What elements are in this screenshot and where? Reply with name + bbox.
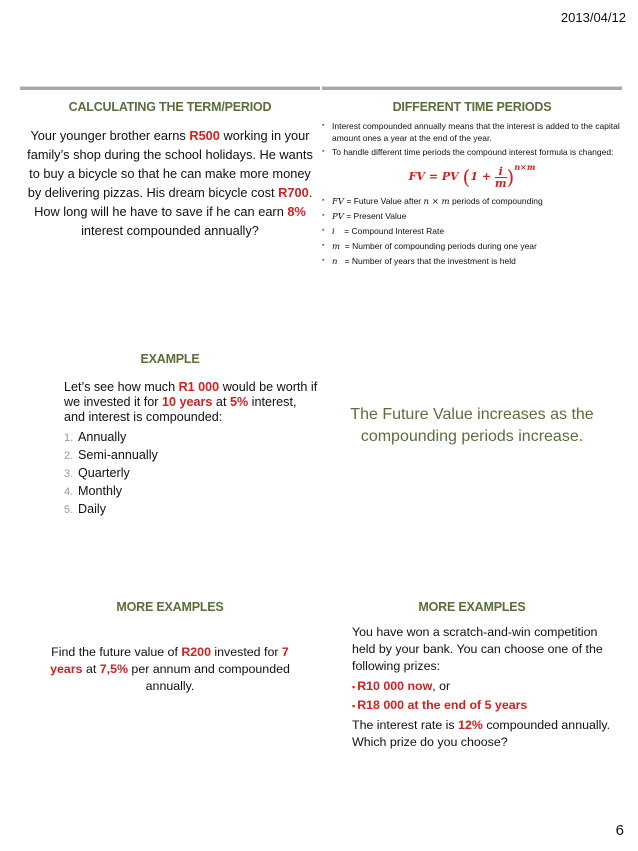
symbol: n × m bbox=[423, 197, 450, 207]
highlight-rate: 12% bbox=[458, 718, 483, 732]
definition-text: = Future Value after bbox=[344, 196, 424, 206]
item-label: Semi-annually bbox=[78, 448, 158, 462]
fraction-denominator: m bbox=[494, 176, 507, 190]
highlight-amount: R700 bbox=[278, 185, 309, 200]
list-item bbox=[64, 429, 320, 447]
text-run: per annum and compounded annually. bbox=[127, 662, 290, 693]
list-item bbox=[64, 447, 320, 465]
slide-top-bar bbox=[20, 86, 320, 90]
text-run: Find the future value of bbox=[51, 645, 182, 659]
bullet-list bbox=[322, 120, 622, 158]
slide-calculating-term bbox=[20, 86, 320, 240]
item-label: Annually bbox=[78, 430, 127, 444]
definition-text: periods of compounding bbox=[449, 196, 543, 206]
slide-question bbox=[322, 717, 622, 751]
bullet-item: ▪ Interest compounded annually means that the interest is added to the capital amount ones a year at the end of the year. bbox=[322, 120, 622, 144]
prize-option: R18 000 at the end of 5 years bbox=[357, 698, 528, 712]
slide-body bbox=[20, 644, 320, 695]
definition-text: = Present Value bbox=[343, 211, 407, 221]
slide-title: CALCULATING THE TERM/PERIOD bbox=[68, 100, 272, 114]
text-run: . How long will he have to save if he can earn bbox=[34, 185, 313, 219]
symbol: PV bbox=[332, 212, 344, 222]
highlight-rate: 5% bbox=[229, 395, 249, 409]
text-run: invested for bbox=[210, 645, 282, 659]
item-number: 5. bbox=[64, 504, 74, 516]
symbol: i bbox=[332, 227, 335, 237]
text-run: The interest rate is bbox=[352, 718, 459, 732]
prize-item bbox=[352, 677, 622, 696]
text-run: Your younger brother earns bbox=[30, 128, 190, 143]
open-paren: ( bbox=[462, 165, 471, 189]
definition-list bbox=[322, 195, 622, 268]
definition-fv bbox=[322, 195, 622, 208]
list-item bbox=[64, 501, 320, 519]
item-label: Monthly bbox=[78, 484, 123, 498]
text-run: would be worth if we invested it for bbox=[64, 380, 318, 409]
item-number: 2. bbox=[64, 450, 74, 462]
slide-intro: You have won a scratch-and-win competition held by your bank. You can choose one of the following prizes: bbox=[352, 625, 603, 673]
list-item bbox=[64, 483, 320, 501]
slide-different-time-periods bbox=[322, 86, 622, 270]
slide-intro bbox=[20, 380, 320, 425]
formula-exponent: n×m bbox=[514, 162, 536, 172]
slide-example bbox=[20, 334, 320, 519]
close-paren: ) bbox=[506, 165, 515, 189]
symbol: n bbox=[332, 257, 338, 267]
definition-pv bbox=[322, 210, 622, 223]
item-label: Daily bbox=[78, 502, 106, 516]
compounding-options-list bbox=[20, 429, 320, 519]
slide-top-bar bbox=[322, 86, 622, 90]
text-run: interest, and interest is compounded: bbox=[64, 395, 297, 424]
statement-text: The Future Value increases as the compounding periods increase. bbox=[350, 406, 594, 445]
highlight-term: 7 years bbox=[50, 645, 289, 676]
highlight-amount: R200 bbox=[181, 645, 211, 659]
text-run: , or bbox=[432, 679, 451, 693]
text-run: at bbox=[82, 662, 100, 676]
slide-title: DIFFERENT TIME PERIODS bbox=[392, 100, 552, 114]
prize-item bbox=[352, 696, 622, 715]
prize-list bbox=[322, 677, 622, 715]
slide-body bbox=[20, 126, 320, 240]
formula-lhs: FV = PV bbox=[408, 170, 459, 183]
text-run: working in your family’s shop during the school holidays. He wants to buy a bicycle so that he can make more money by delivering pizzas. His dream bicycle cost bbox=[27, 128, 313, 200]
highlight-amount: R1 000 bbox=[178, 380, 220, 394]
item-number: 3. bbox=[64, 468, 74, 480]
item-number: 4. bbox=[64, 486, 74, 498]
print-date: 2013/04/12 bbox=[560, 10, 626, 25]
slide-title: MORE EXAMPLES bbox=[418, 600, 526, 614]
compound-interest-formula bbox=[322, 162, 622, 189]
highlight-amount: R500 bbox=[189, 128, 220, 143]
definition-n bbox=[322, 255, 622, 268]
text-run: compounded annually. Which prize do you choose? bbox=[352, 718, 611, 749]
bullet-item: ▪ To handle different time periods the compound interest formula is changed: bbox=[322, 146, 622, 158]
definition-text: = Number of compounding periods during one year bbox=[340, 241, 537, 251]
definition-text: = Number of years that the investment is held bbox=[337, 256, 516, 266]
slide-more-examples-1 bbox=[20, 582, 320, 695]
text-run: Let’s see how much bbox=[64, 380, 179, 394]
definition-i bbox=[322, 225, 622, 238]
highlight-term: 10 years bbox=[162, 395, 213, 409]
fraction-numerator: i bbox=[495, 166, 507, 178]
symbol: FV bbox=[332, 197, 345, 207]
text-run: interest compounded annually? bbox=[81, 223, 259, 238]
highlight-rate: 8% bbox=[287, 204, 306, 219]
slide-title: EXAMPLE bbox=[140, 352, 200, 366]
item-label: Quarterly bbox=[78, 466, 130, 480]
text-run: at bbox=[212, 395, 230, 409]
formula-one-plus: 1 + bbox=[470, 170, 492, 183]
prize-option: R10 000 now bbox=[357, 679, 433, 693]
highlight-rate: 7,5% bbox=[99, 662, 128, 676]
definition-m bbox=[322, 240, 622, 253]
symbol: m bbox=[332, 242, 341, 252]
slide-future-value-statement bbox=[322, 334, 622, 448]
list-item bbox=[64, 465, 320, 483]
item-number: 1. bbox=[64, 432, 74, 444]
definition-text: = Compound Interest Rate bbox=[334, 226, 445, 236]
slide-more-examples-2 bbox=[322, 582, 622, 751]
page-number: 6 bbox=[615, 822, 624, 839]
formula-fraction bbox=[495, 166, 507, 189]
slide-title: MORE EXAMPLES bbox=[116, 600, 224, 614]
